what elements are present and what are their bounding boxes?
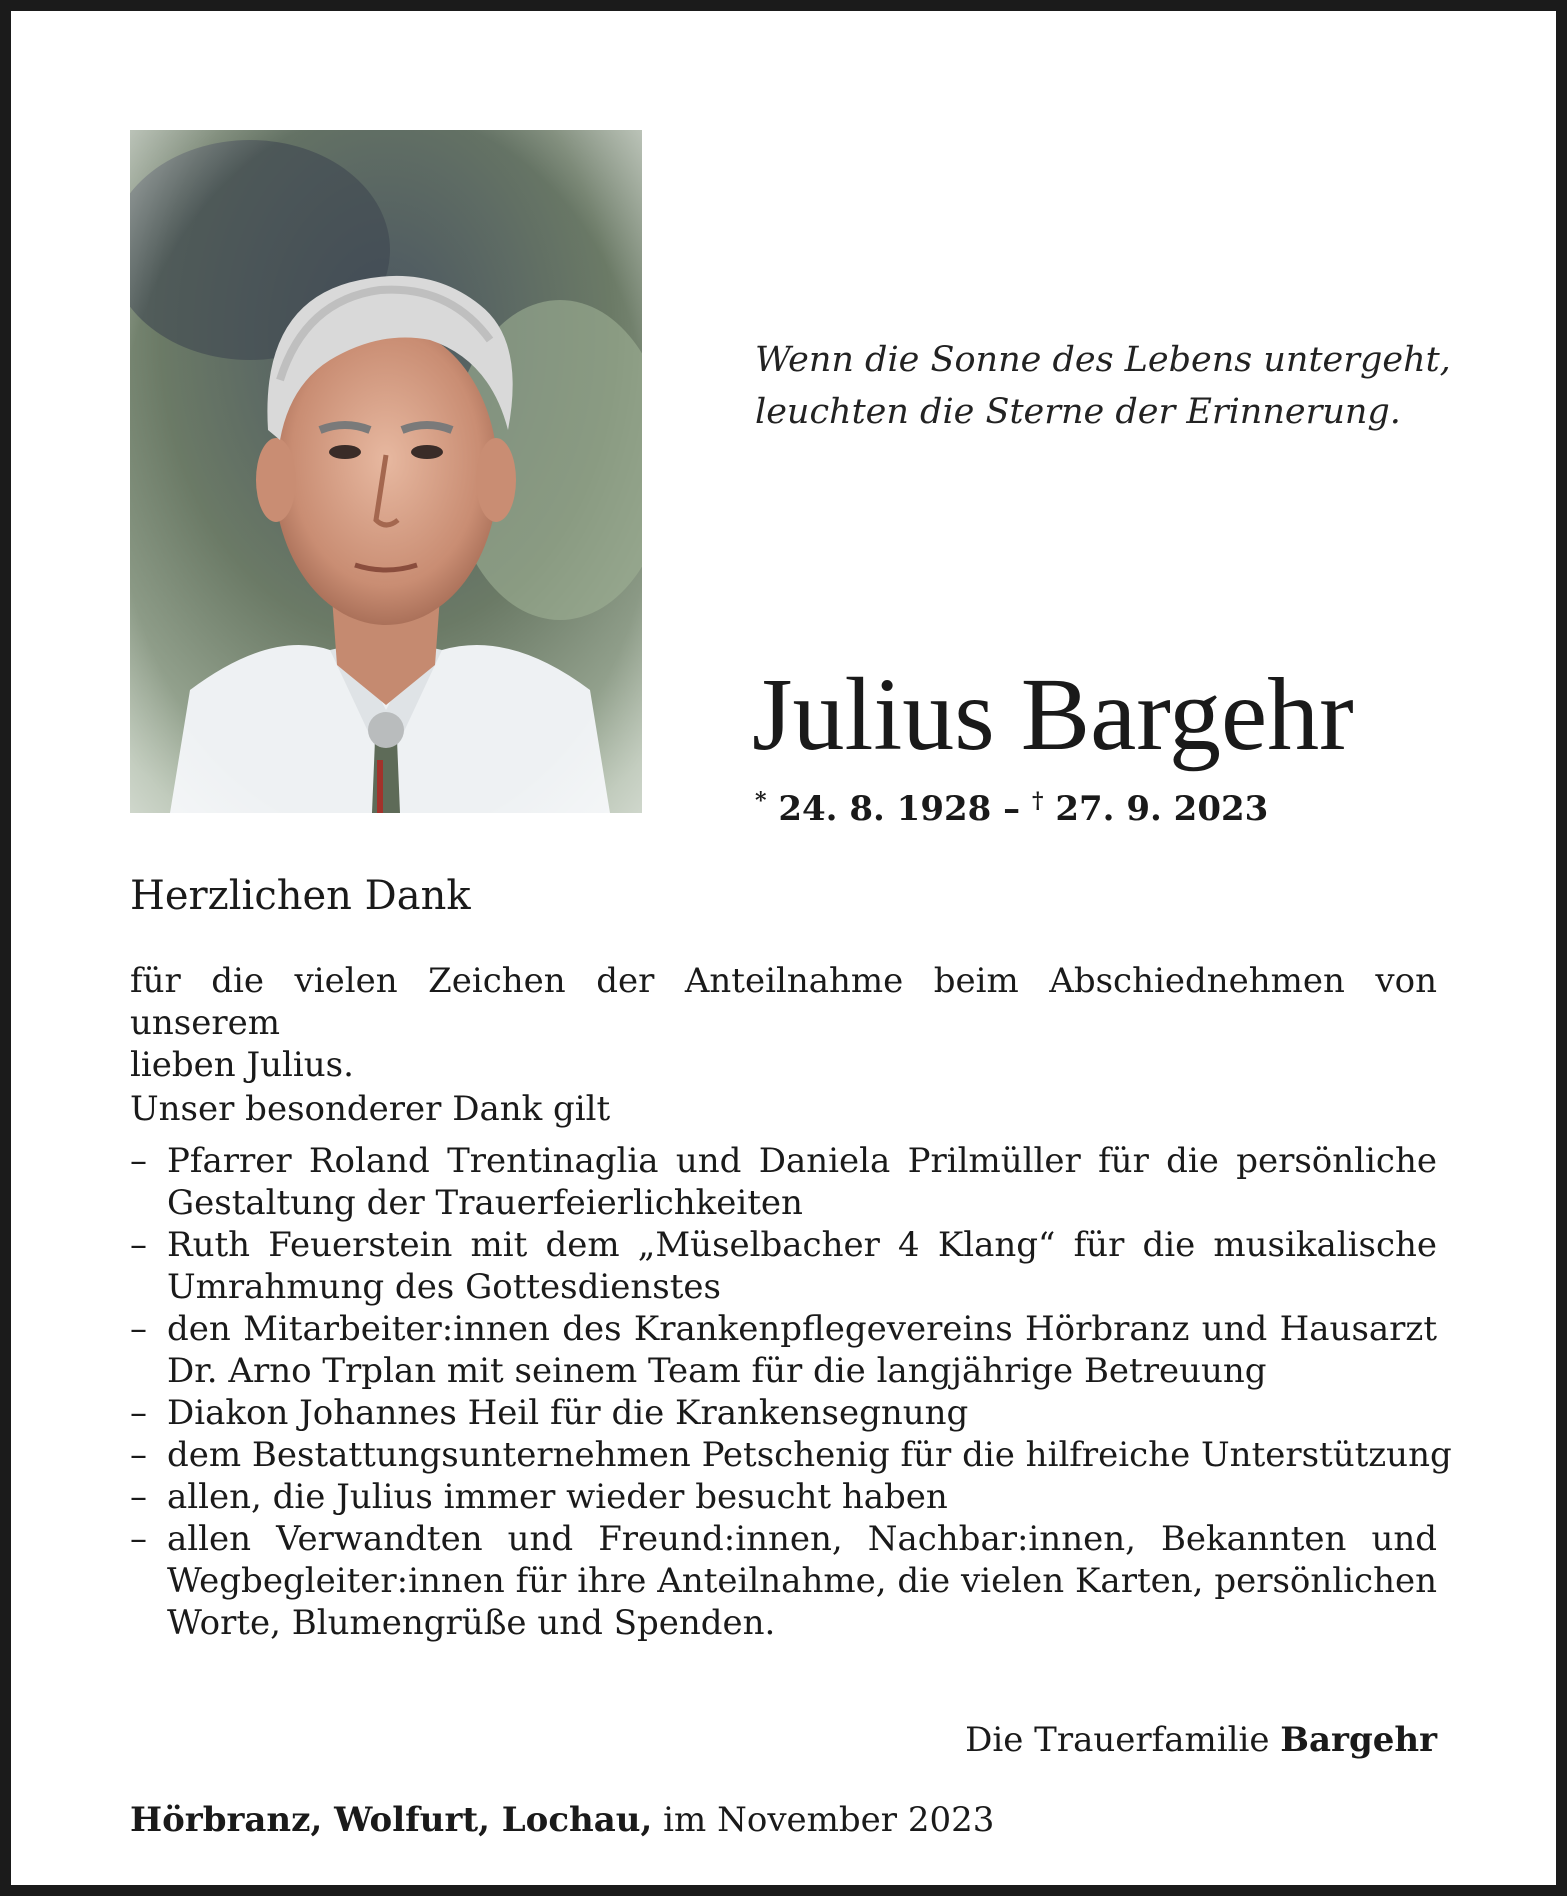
thanks-item-line: Umrahmung des Gottesdienstes <box>167 1267 721 1307</box>
footer-place-date <box>130 1799 994 1841</box>
birth-symbol: * <box>755 788 767 814</box>
thanks-item <box>130 1140 1437 1224</box>
thanks-item-line: dem Bestattungsunternehmen Petschenig für die hilfreiche Unterstützung <box>167 1435 1452 1475</box>
list-dash: – <box>130 1477 147 1517</box>
thanks-item <box>130 1392 1437 1434</box>
signature <box>965 1719 1437 1761</box>
thanks-item <box>130 1224 1437 1308</box>
thanks-item-line: Wegbegleiter:innen für ihre Anteilnahme, die vielen Karten, persönlichen <box>167 1561 1437 1601</box>
footer-date: im November 2023 <box>652 1800 995 1840</box>
thanks-item-line: den Mitarbeiter:innen des Krankenpflegevereins Hörbranz und Hausarzt <box>167 1309 1437 1349</box>
thanks-item-line: Worte, Blumengrüße und Spenden. <box>167 1603 776 1643</box>
thanks-item-line: Diakon Johannes Heil für die Krankensegnung <box>167 1393 969 1433</box>
footer-places: Hörbranz, Wolfurt, Lochau, <box>130 1800 653 1840</box>
list-dash: – <box>130 1393 147 1433</box>
death-date: 27. 9. 2023 <box>1055 789 1269 829</box>
list-dash: – <box>130 1225 147 1265</box>
thanks-item <box>130 1476 1437 1518</box>
date-separator: – <box>991 789 1032 829</box>
thanks-item-line: Ruth Feuerstein mit dem „Müselbacher 4 Klang“ für die musikalische <box>167 1225 1437 1265</box>
thanks-item-line: Gestaltung der Trauerfeierlichkeiten <box>167 1183 803 1223</box>
thanks-item <box>130 1308 1437 1392</box>
intro-line: lieben Julius. <box>130 1045 354 1085</box>
thanks-item-line: Pfarrer Roland Trentinaglia und Daniela Prilmüller für die persönliche <box>167 1141 1437 1181</box>
portrait-photo <box>130 130 642 813</box>
signature-prefix: Die Trauerfamilie <box>965 1720 1281 1760</box>
life-dates <box>755 778 1268 832</box>
family-name: Bargehr <box>1280 1720 1437 1760</box>
list-dash: – <box>130 1141 147 1181</box>
list-dash: – <box>130 1435 147 1475</box>
intro-line: für die vielen Zeichen der Anteilnahme beim Abschiednehmen von unserem <box>130 961 1437 1043</box>
thanks-item <box>130 1518 1437 1644</box>
thanks-item-line: allen, die Julius immer wieder besucht haben <box>167 1477 948 1517</box>
thanks-item-line: Dr. Arno Trplan mit seinem Team für die langjährige Betreuung <box>167 1351 1267 1391</box>
intro-paragraph <box>130 960 1437 1086</box>
list-dash: – <box>130 1309 147 1349</box>
list-dash: – <box>130 1519 147 1559</box>
quote-line: Wenn die Sonne des Lebens untergeht, <box>755 340 1451 380</box>
thanks-lead: Unser besonderer Dank gilt <box>130 1089 611 1129</box>
death-symbol: † <box>1032 788 1044 814</box>
memorial-quote <box>755 334 1451 438</box>
birth-date: 24. 8. 1928 <box>778 789 992 829</box>
quote-line: leuchten die Sterne der Erinnerung. <box>755 392 1401 432</box>
deceased-name: Julius Bargehr <box>752 657 1354 772</box>
thanks-item <box>130 1434 1452 1476</box>
thanks-item-line: allen Verwandten und Freund:innen, Nachbar:innen, Bekannten und <box>167 1519 1437 1559</box>
thanks-heading: Herzlichen Dank <box>130 873 471 919</box>
thanks-list <box>130 1140 1452 1644</box>
